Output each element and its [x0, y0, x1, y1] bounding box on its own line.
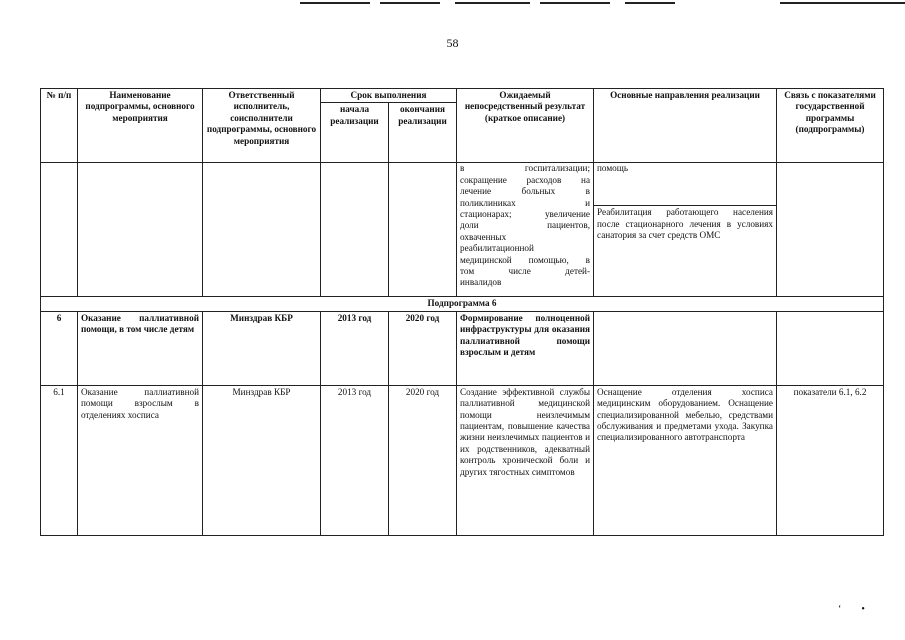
row61-executor: Минздрав КБР [203, 385, 321, 535]
row6-directions [594, 311, 777, 385]
result-line: медицинской помощью, в [460, 254, 591, 265]
scan-marks: ‘ • [838, 604, 865, 615]
row6-end: 2020 год [389, 311, 457, 385]
result-line: реабилитационной [460, 243, 534, 254]
row6-name: Оказание паллиативной помощи, в том числе детям [78, 311, 203, 385]
result-line: доли пациентов, [460, 220, 591, 231]
result-line: том числе детей- [460, 266, 591, 277]
header-term: Срок выполнения [321, 89, 457, 103]
table-row-continued [41, 163, 884, 297]
row61-num: 6.1 [41, 385, 78, 535]
result-line: инвалидов [460, 277, 502, 288]
scan-artifact-top [0, 0, 905, 8]
row6-link [777, 311, 884, 385]
row61-link: показатели 6.1, 6.2 [777, 385, 884, 535]
direction-b: Реабилитация работающего населения после стационарного лечения в условиях санатория за счет средств ОМС [594, 205, 776, 242]
header-num: № п/п [41, 89, 78, 163]
header-link: Связь с показателями государственной программы (подпрограммы) [777, 89, 884, 163]
table-row [41, 385, 884, 535]
result-line: стационарах; увеличение [460, 209, 591, 220]
row6-num: 6 [41, 311, 78, 385]
row6-start: 2013 год [321, 311, 389, 385]
row61-start: 2013 год [321, 385, 389, 535]
result-line: поликлиниках и [460, 197, 591, 208]
result-line: охваченных [460, 231, 507, 242]
row6-executor: Минздрав КБР [203, 311, 321, 385]
result-line: сокращение расходов на [460, 174, 591, 185]
header-end: окончания реализации [389, 103, 457, 163]
header-directions: Основные направления реализации [594, 89, 777, 163]
header-start: начала реализации [321, 103, 389, 163]
result-line: лечение больных в [460, 186, 591, 197]
header-name: Наименование подпрограммы, основного мероприятия [78, 89, 203, 163]
header-executor: Ответственный исполнитель, соисполнители подпрограммы, основного мероприятия [203, 89, 321, 163]
row61-end: 2020 год [389, 385, 457, 535]
row61-directions: Оснащение отделения хосписа медицинским оборудованием. Оснащение специализированной мебелью, средствами обслуживания и предметами ухода. Закупка специализированного автотранспорта [594, 385, 777, 535]
row61-name: Оказание паллиативной помощи взрослым в отделениях хосписа [78, 385, 203, 535]
subprogram-title: Подпрограмма 6 [41, 297, 884, 311]
directions-cell [594, 163, 777, 297]
program-table [40, 88, 884, 536]
row6-result: Формирование полноценной инфраструктуры для оказания паллиативной помощи взрослым и детям [457, 311, 594, 385]
result-cell [457, 163, 594, 297]
table-row [41, 311, 884, 385]
header-result: Ожидаемый непосредственный результат (краткое описание) [457, 89, 594, 163]
result-line: в госпитализации; [460, 163, 591, 174]
page-number: 58 [446, 36, 459, 50]
direction-a: помощь [597, 163, 629, 174]
row61-result: Создание эффективной службы паллиативной медицинской помощи неизлечимым пациентам, повышение качества жизни неизлечимых пациентов и их родственников, адекватный контроль хронической боли и других тягостных симптомов [457, 385, 594, 535]
